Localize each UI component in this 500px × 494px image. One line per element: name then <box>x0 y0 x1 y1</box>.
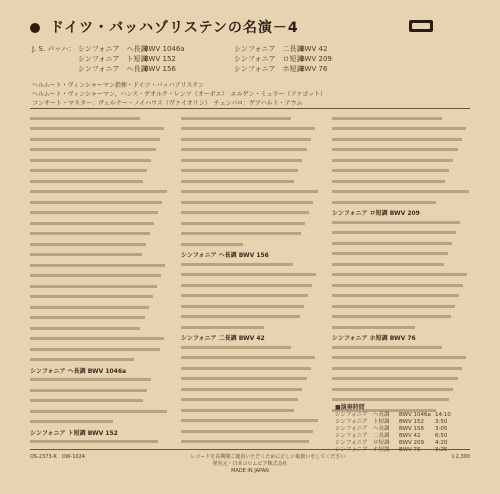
text-line <box>332 159 470 167</box>
program-row <box>32 54 472 64</box>
label-logo-icon <box>408 17 434 35</box>
timing-key: ロ短調 <box>373 440 390 446</box>
text-line <box>181 190 319 198</box>
text-line <box>181 367 319 375</box>
text-line <box>332 305 470 313</box>
text-line <box>30 399 168 407</box>
text-line <box>181 263 319 271</box>
timing-row <box>335 433 475 440</box>
text-line <box>30 169 168 177</box>
text-line <box>181 169 319 177</box>
made-in: MADE IN JAPAN <box>231 468 269 474</box>
divider <box>30 449 470 450</box>
text-line <box>30 148 168 156</box>
section-heading: シンフォニア ト短調 BWV 152 <box>30 429 118 437</box>
footer <box>30 454 470 475</box>
catalog-number: OS-2373-K OW-1024 <box>30 454 85 460</box>
text-line <box>30 410 168 418</box>
timing-bwv: BWV 76 <box>399 447 421 453</box>
timing-row <box>335 440 475 447</box>
timing-work: シンフォニア <box>335 412 368 418</box>
text-line <box>30 253 168 261</box>
text-line <box>332 231 470 239</box>
section-heading: シンフォニア ホ短調 BWV 76 <box>332 335 416 343</box>
text-line <box>332 346 470 354</box>
timing-key: 二長調 <box>373 433 390 439</box>
timing-time: 3:25 <box>435 447 448 453</box>
text-line <box>332 148 470 156</box>
program-listing <box>32 44 472 74</box>
section-heading: シンフォニア ヘ長調 BWV 156 <box>181 252 269 260</box>
timing-heading: ■演奏時間 <box>335 404 365 411</box>
bwv-number: BWV 156 <box>144 65 176 73</box>
timing-bwv: BWV 152 <box>399 419 425 425</box>
bwv-number: BWV 42 <box>300 45 328 53</box>
bullet-icon <box>30 23 40 33</box>
timing-time: 6:50 <box>435 433 448 439</box>
notes-column <box>332 114 470 444</box>
text-line <box>181 388 319 396</box>
text-line <box>332 190 470 198</box>
bwv-number: BWV 1046a <box>144 45 185 53</box>
price: ￥2,300 <box>450 454 470 460</box>
timing-row <box>335 419 475 426</box>
work-key: シンフォニア ロ短調 <box>234 55 304 63</box>
text-line <box>181 138 319 146</box>
text-line <box>30 201 168 209</box>
text-line <box>332 367 470 375</box>
text-line <box>332 388 470 396</box>
text-line <box>181 222 319 230</box>
text-line <box>332 273 470 281</box>
timing-work: シンフォニア <box>335 440 368 446</box>
text-line <box>30 306 168 314</box>
timing-time: 14:10 <box>435 412 451 418</box>
program-row <box>32 64 472 74</box>
text-line <box>332 356 470 364</box>
album-title <box>30 17 299 37</box>
timing-time: 4:20 <box>435 440 448 446</box>
text-line <box>181 117 319 125</box>
text-line <box>181 294 319 302</box>
text-line <box>30 159 168 167</box>
text-line <box>30 264 168 272</box>
text-line <box>181 398 319 406</box>
bwv-number: BWV 209 <box>300 55 332 63</box>
performer-credits <box>32 81 472 108</box>
text-line <box>181 430 319 438</box>
bwv-number: BWV 76 <box>300 65 328 73</box>
timing-key: ヘ長調 <box>373 426 390 432</box>
timing-bwv: BWV 1046a <box>399 412 431 418</box>
timing-key: ト短調 <box>373 419 390 425</box>
section-heading: シンフォニア ヘ長調 BWV 1046a <box>30 367 127 375</box>
text-line <box>30 440 168 444</box>
text-line <box>181 346 319 354</box>
timing-key: ヘ長調 <box>373 412 390 418</box>
text-line <box>181 243 319 251</box>
text-line <box>30 243 168 251</box>
section-heading: シンフォニア 二長調 BWV 42 <box>181 335 265 343</box>
text-line <box>30 127 168 135</box>
notes-column <box>30 114 168 444</box>
timing-time: 3:50 <box>435 419 448 425</box>
text-line <box>332 252 470 260</box>
text-line <box>181 315 319 323</box>
text-line <box>332 127 470 135</box>
album-title-text: ドイツ・バッハゾリステンの名演－4 <box>49 20 299 36</box>
text-line <box>30 222 168 230</box>
handling-notice: レコードを長期間ご使用いただくために正しい取扱いをしてください <box>190 454 346 460</box>
text-line <box>181 284 319 292</box>
text-line <box>30 138 168 146</box>
composer: J. S. バッハ： <box>32 45 76 53</box>
timing-work: シンフォニア <box>335 426 368 432</box>
notes-column <box>181 114 319 444</box>
text-line <box>30 274 168 282</box>
bwv-number: BWV 152 <box>144 55 176 63</box>
timing-bwv: BWV 42 <box>399 433 421 439</box>
text-line <box>30 295 168 303</box>
text-line <box>30 190 168 198</box>
text-line <box>181 377 319 385</box>
section-heading: シンフォニア ロ短調 BWV 209 <box>332 210 420 218</box>
work-key: シンフォニア 二長調 <box>234 45 304 53</box>
text-line <box>30 316 168 324</box>
text-line <box>30 232 168 240</box>
divider <box>30 108 470 109</box>
text-line <box>332 294 470 302</box>
text-line <box>332 201 470 209</box>
program-row <box>32 44 472 54</box>
text-line <box>181 440 319 444</box>
text-line <box>332 263 470 271</box>
performer-line: ヘルムート・ヴィンシャーマン，ハンス・ゲオルク・レンツ（オーボエ） エルゲン・ミュラー（ファゴット） <box>32 91 327 98</box>
text-line <box>332 138 470 146</box>
timing-key: ホ短調 <box>373 447 390 453</box>
performer-line: ヘルムート・ヴィンシャーマン指揮・ドイツ・バッハゾリステン <box>32 82 204 89</box>
text-line <box>332 221 470 229</box>
text-line <box>181 180 319 188</box>
timing-work: シンフォニア <box>335 433 368 439</box>
text-line <box>181 148 319 156</box>
timing-bwv: BWV 209 <box>399 440 425 446</box>
work-key: シンフォニア ホ短調 <box>234 65 304 73</box>
text-line <box>30 337 168 345</box>
text-line <box>30 358 168 366</box>
text-line <box>181 273 319 281</box>
text-line <box>30 348 168 356</box>
text-line <box>332 315 470 323</box>
text-line <box>181 419 319 427</box>
text-line <box>30 180 168 188</box>
text-line <box>30 378 168 386</box>
text-line <box>332 377 470 385</box>
text-line <box>332 242 470 250</box>
timing-table <box>335 404 475 454</box>
timing-work: シンフォニア <box>335 447 368 453</box>
text-line <box>181 201 319 209</box>
text-line <box>332 117 470 125</box>
timing-row <box>335 412 475 419</box>
performer-line: コンサート・マスター：ヴェルナー・ノイハウス（ヴァイオリン） チェンバロ：ゲアハルト・アウム <box>32 100 303 107</box>
text-line <box>30 389 168 397</box>
text-line <box>332 326 470 334</box>
text-line <box>181 232 319 240</box>
text-line <box>30 285 168 293</box>
text-line <box>181 356 319 364</box>
text-line <box>181 127 319 135</box>
work-key: シンフォニア ヘ長調 <box>78 65 148 73</box>
text-line <box>181 159 319 167</box>
publisher: 発売元・日本コロムビア株式会社 <box>212 461 288 467</box>
work-key: シンフォニア ヘ長調 <box>78 45 148 53</box>
text-line <box>181 305 319 313</box>
text-line <box>181 326 319 334</box>
timing-row <box>335 426 475 433</box>
work-key: シンフォニア ト短調 <box>78 55 148 63</box>
text-line <box>30 327 168 335</box>
text-line <box>181 211 319 219</box>
timing-work: シンフォニア <box>335 419 368 425</box>
timing-time: 3:05 <box>435 426 448 432</box>
text-line <box>181 409 319 417</box>
timing-bwv: BWV 156 <box>399 426 425 432</box>
text-line <box>30 420 168 428</box>
text-line <box>332 284 470 292</box>
text-line <box>332 180 470 188</box>
text-line <box>30 117 168 125</box>
text-line <box>30 211 168 219</box>
text-line <box>332 169 470 177</box>
